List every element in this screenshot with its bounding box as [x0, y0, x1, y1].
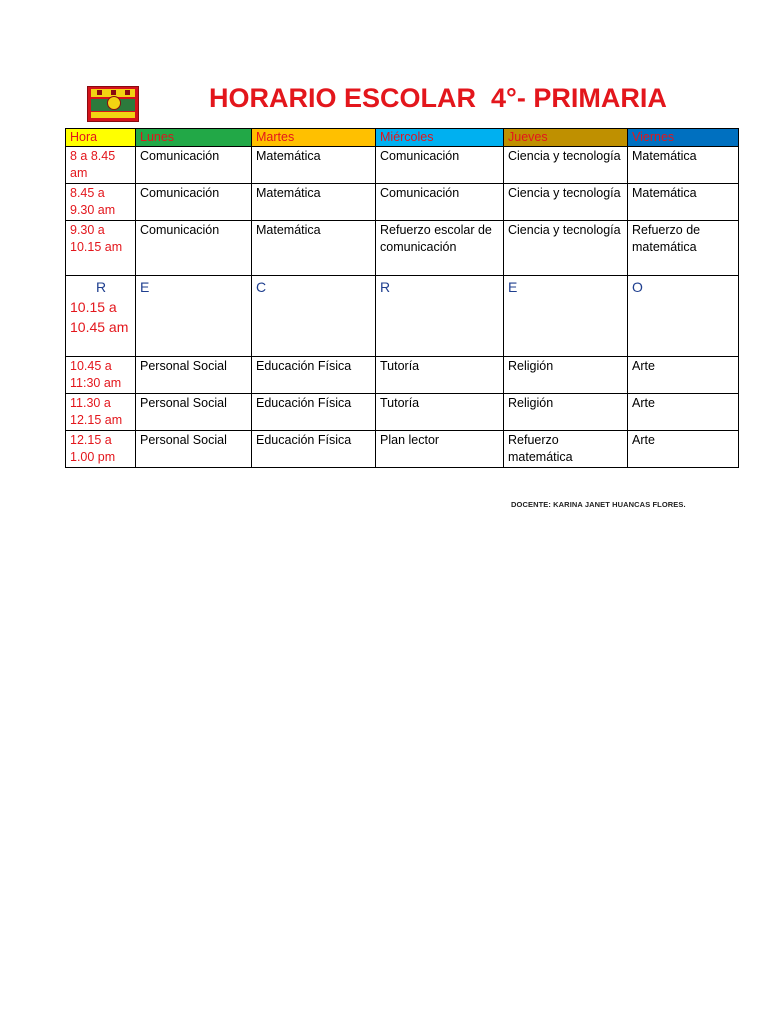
- jueves-cell: Ciencia y tecnología: [504, 221, 628, 276]
- header-jueves: Jueves: [504, 129, 628, 147]
- viernes-cell: Matemática: [628, 147, 739, 184]
- recess-letter: E: [504, 276, 628, 357]
- teacher-signature-line: DOCENTE: KARINA JANET HUANCAS FLORES.: [511, 500, 686, 509]
- header-row: [66, 129, 739, 147]
- miercoles-cell: Tutoría: [376, 394, 504, 431]
- lunes-cell: Personal Social: [136, 431, 252, 468]
- jueves-cell: Ciencia y tecnología: [504, 184, 628, 221]
- time-cell: 11.30 a 12.15 am: [66, 394, 136, 431]
- table-row: [66, 184, 739, 221]
- time-cell: 8 a 8.45 am: [66, 147, 136, 184]
- header-lunes: Lunes: [136, 129, 252, 147]
- martes-cell: Matemática: [252, 221, 376, 276]
- header-hora: Hora: [66, 129, 136, 147]
- recess-letter: O: [628, 276, 739, 357]
- recess-letter: E: [136, 276, 252, 357]
- time-cell: 10.45 a 11:30 am: [66, 357, 136, 394]
- table-row: [66, 221, 739, 276]
- recess-letter-r: R: [95, 279, 107, 295]
- header-martes: Martes: [252, 129, 376, 147]
- lunes-cell: Personal Social: [136, 357, 252, 394]
- lunes-cell: Personal Social: [136, 394, 252, 431]
- schedule-table: [65, 128, 739, 468]
- recess-row: [66, 276, 739, 357]
- table-row: [66, 147, 739, 184]
- viernes-cell: Refuerzo de matemática: [628, 221, 739, 276]
- viernes-cell: Arte: [628, 394, 739, 431]
- lunes-cell: Comunicación: [136, 147, 252, 184]
- table-row: [66, 431, 739, 468]
- table-row: [66, 394, 739, 431]
- header-miercoles: Miércoles: [376, 129, 504, 147]
- recess-time: 10.15 a 10.45 am: [70, 299, 129, 335]
- time-cell: 12.15 a 1.00 pm: [66, 431, 136, 468]
- martes-cell: Matemática: [252, 184, 376, 221]
- jueves-cell: Refuerzo matemática: [504, 431, 628, 468]
- miercoles-cell: Comunicación: [376, 184, 504, 221]
- miercoles-cell: Comunicación: [376, 147, 504, 184]
- time-cell: 9.30 a 10.15 am: [66, 221, 136, 276]
- miercoles-cell: Refuerzo escolar de comunicación: [376, 221, 504, 276]
- viernes-cell: Arte: [628, 431, 739, 468]
- school-logo: [87, 86, 139, 122]
- page-title: HORARIO ESCOLAR 4°- PRIMARIA: [209, 83, 667, 113]
- recess-letter: C: [252, 276, 376, 357]
- viernes-cell: Arte: [628, 357, 739, 394]
- martes-cell: Educación Física: [252, 394, 376, 431]
- time-cell: 8.45 a 9.30 am: [66, 184, 136, 221]
- jueves-cell: Religión: [504, 357, 628, 394]
- jueves-cell: Religión: [504, 394, 628, 431]
- miercoles-cell: Plan lector: [376, 431, 504, 468]
- viernes-cell: Matemática: [628, 184, 739, 221]
- martes-cell: Educación Física: [252, 357, 376, 394]
- table-row: [66, 357, 739, 394]
- recess-time-cell: [66, 276, 136, 357]
- martes-cell: Matemática: [252, 147, 376, 184]
- recess-letter: R: [376, 276, 504, 357]
- lunes-cell: Comunicación: [136, 184, 252, 221]
- miercoles-cell: Tutoría: [376, 357, 504, 394]
- header-viernes: Viernes: [628, 129, 739, 147]
- martes-cell: Educación Física: [252, 431, 376, 468]
- lunes-cell: Comunicación: [136, 221, 252, 276]
- jueves-cell: Ciencia y tecnología: [504, 147, 628, 184]
